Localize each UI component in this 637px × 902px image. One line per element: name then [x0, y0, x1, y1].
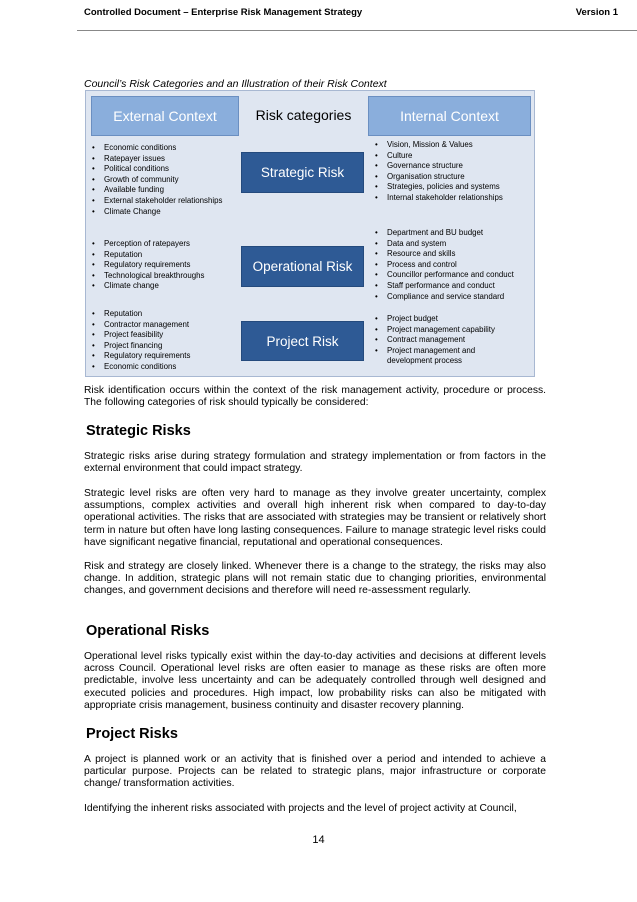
list-item: • Governance structure: [374, 161, 503, 172]
operational-paragraph-1: Operational level risks typically exist within the day-to-day activities and decisions at different levels across Council. Operational level risks are often easier to manage as these risks are often more predictable, involve less uncertainty and can be adequately controlled through well designed and executed policies and procedures. High impact, low probability risks can also be mitigated with appropriate crisis management, business continuity and disaster recovery planning.: [84, 651, 546, 711]
operational-risks-heading: Operational Risks: [86, 623, 210, 639]
internal-context-label: Internal Context: [400, 108, 499, 124]
operational-risk-box: [241, 246, 364, 287]
list-item: • Political conditions: [91, 164, 222, 175]
list-item: • Process and control: [374, 260, 514, 271]
list-item: • External stakeholder relationships: [91, 196, 222, 207]
list-item: • Regulatory requirements: [91, 260, 204, 271]
list-item: • Project management capability: [374, 325, 495, 336]
risk-categories-diagram: [85, 90, 535, 377]
strategic-paragraph-2: Strategic level risks are often very hard to manage as they involve greater uncertainty, complex assumptions, complex activities and overall high inherent risk when compared to day-to-day operational activities. The risks that are associated with strategies may be transient or relatively short term in nature but often have long lasting consequences. Failure to manage strategic level risks could have significant negative financial, reputational and operational consequences.: [84, 488, 546, 548]
list-item: • Climate change: [91, 281, 204, 292]
document-header-title: Controlled Document – Enterprise Risk Management Strategy: [84, 7, 363, 18]
list-item: • Culture: [374, 151, 503, 162]
internal-context-box: [368, 96, 531, 136]
list-item: • Staff performance and conduct: [374, 281, 514, 292]
external-context-box: [91, 96, 239, 136]
intro-paragraph: Risk identification occurs within the context of the risk management activity, procedure or process. The following categories of risk should typically be considered:: [84, 385, 546, 409]
list-item: • Resource and skills: [374, 249, 514, 260]
strategic-external-list: [91, 143, 222, 217]
strategic-risks-heading: Strategic Risks: [86, 423, 191, 439]
project-paragraph-1: A project is planned work or an activity that is finished over a period and intended to achieve a particular purpose. Projects can be related to strategic plans, major infrastructure or corporate change/ transformation activities.: [84, 754, 546, 790]
project-risk-box: [241, 321, 364, 361]
list-item: • Compliance and service standard: [374, 292, 514, 303]
external-context-label: External Context: [113, 108, 217, 124]
operational-external-list: [91, 239, 204, 292]
strategic-risk-label: Strategic Risk: [260, 165, 345, 180]
risk-categories-title: Risk categories: [255, 107, 352, 123]
list-item: • Reputation: [91, 309, 190, 320]
list-item: • Strategies, policies and systems: [374, 182, 503, 193]
list-item: • Contract management: [374, 335, 495, 346]
list-item: • Growth of community: [91, 175, 222, 186]
project-external-list: [91, 309, 190, 373]
list-item: • Councillor performance and conduct: [374, 270, 514, 281]
list-item: • Department and BU budget: [374, 228, 514, 239]
operational-risk-label: Operational Risk: [252, 259, 353, 274]
header-divider: [77, 30, 637, 31]
project-paragraph-2: Identifying the inherent risks associated with projects and the level of project activity at Council,: [84, 803, 517, 814]
project-risks-heading: Project Risks: [86, 726, 178, 742]
list-item-continuation: development process: [387, 356, 463, 366]
project-internal-list: [374, 314, 495, 367]
list-item: • Economic conditions: [91, 143, 222, 154]
list-item: • Ratepayer issues: [91, 154, 222, 165]
strategic-internal-list: [374, 140, 503, 204]
list-item: • Internal stakeholder relationships: [374, 193, 503, 204]
strategic-risk-box: [241, 152, 364, 193]
list-item: • Climate Change: [91, 207, 222, 218]
list-item: • Data and system: [374, 239, 514, 250]
list-item: • Regulatory requirements: [91, 351, 190, 362]
strategic-paragraph-1: Strategic risks arise during strategy formulation and strategy implementation or from factors in the external environment that could impact strategy.: [84, 451, 546, 475]
list-item: • Project financing: [91, 341, 190, 352]
list-item: • Project feasibility: [91, 330, 190, 341]
project-risk-label: Project Risk: [266, 333, 339, 349]
list-item: • Technological breakthroughs: [91, 271, 204, 282]
list-item: • Reputation: [91, 250, 204, 261]
operational-internal-list: [374, 228, 514, 302]
list-item: • Project management and: [374, 346, 495, 357]
list-item: • Contractor management: [91, 320, 190, 331]
strategic-paragraph-3: Risk and strategy are closely linked. Whenever there is a change to the strategy, the risks may also change. In addition, strategic plans will not remain static due to changing priorities, environmental changes, and government decisions and therefore will need re-assessment regularly.: [84, 561, 546, 597]
document-version: Version 1: [575, 7, 618, 18]
page-number: 14: [312, 834, 325, 846]
list-item: • Available funding: [91, 185, 222, 196]
list-item: • Vision, Mission & Values: [374, 140, 503, 151]
list-item: • Project budget: [374, 314, 495, 325]
figure-caption: Council’s Risk Categories and an Illustration of their Risk Context: [84, 78, 387, 90]
list-item: • Organisation structure: [374, 172, 503, 183]
list-item: • Perception of ratepayers: [91, 239, 204, 250]
list-item: • Economic conditions: [91, 362, 190, 373]
